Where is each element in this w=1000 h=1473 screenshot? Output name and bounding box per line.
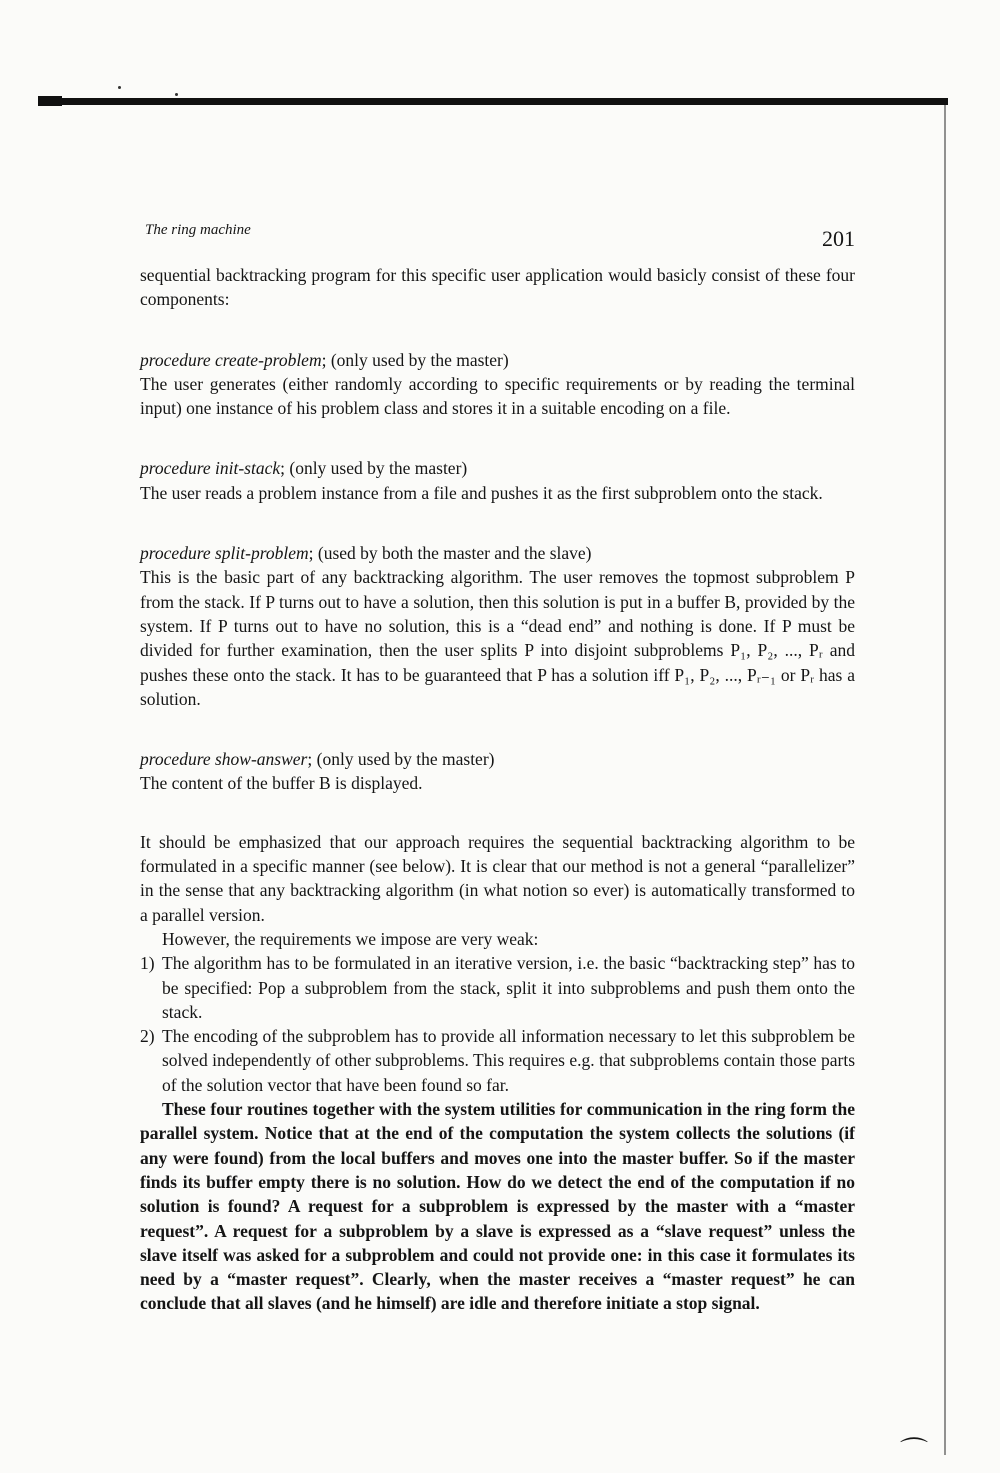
procedure-note: ; (only used by the master) <box>307 749 495 770</box>
procedure-name: create-problem <box>215 349 322 370</box>
right-page-edge <box>944 105 946 1455</box>
procedure-note: ; (only used by the master) <box>321 349 509 370</box>
procedure-note: ; (only used by the master) <box>280 458 468 479</box>
running-title: The ring machine <box>145 222 251 238</box>
procedure-heading <box>140 348 855 372</box>
procedure-body: The content of the buffer B is displayed. <box>140 773 423 794</box>
page-number: 201 <box>822 226 855 251</box>
list-number: 1) <box>140 953 155 974</box>
procedure-keyword: procedure <box>140 349 211 370</box>
list-number: 2) <box>140 1026 155 1047</box>
requirements-intro: However, the requirements we impose are very weak: <box>162 928 539 949</box>
procedure-heading <box>140 541 855 565</box>
scan-speck <box>118 86 121 89</box>
procedure-keyword: procedure <box>140 458 211 479</box>
list-item <box>140 951 855 1024</box>
procedure-show-answer <box>140 747 855 796</box>
scan-corner-mark: ⌒ <box>900 1437 929 1468</box>
procedure-keyword: procedure <box>140 749 211 770</box>
top-rule <box>38 98 948 105</box>
procedure-name: split-problem <box>215 543 309 564</box>
procedure-note: ; (used by both the master and the slave) <box>308 543 592 564</box>
procedure-split-problem <box>140 541 855 711</box>
page-body <box>140 263 855 1316</box>
list-text: The encoding of the subproblem has to provide all information necessary to let this subproblem be solved independently of other subproblems. This requires e.g. that subproblems contain those parts of the solution vector that have been found so far. <box>162 1026 855 1095</box>
list-item <box>140 1024 855 1097</box>
procedure-name: init-stack <box>215 458 281 479</box>
procedure-body: This is the basic part of any backtracking algorithm. The user removes the topmost subproblem P from the stack. If P turns out to have a solution, then this solution is put in a buffer B, provided by the system. If P turns out to have no solution, this is a “dead end” and nothing is done. If P must be divided for further examination, then the user splits P into disjoint subproblems P₁, P₂, ..., Pᵣ and pushes these onto the stack. It has to be guaranteed that P has a solution iff P₁, P₂, ..., Pᵣ₋₁ or Pᵣ has a solution. <box>140 567 855 709</box>
requirements-list <box>140 951 855 1097</box>
list-text: The algorithm has to be formulated in an iterative version, i.e. the basic “backtracking step” has to be specified: Pop a subproblem from the stack, split it into subproblems and push them onto the stack. <box>162 953 855 1022</box>
procedure-heading <box>140 747 855 771</box>
procedure-body: The user reads a problem instance from a file and pushes it as the first subproblem onto the stack. <box>140 482 823 503</box>
scan-speck <box>175 93 178 96</box>
procedure-create-problem <box>140 348 855 421</box>
intro-paragraph: sequential backtracking program for this specific user application would basicly consist of these four components: <box>140 265 855 310</box>
procedure-name: show-answer <box>215 749 308 770</box>
procedure-keyword: procedure <box>140 543 211 564</box>
procedure-init-stack <box>140 456 855 505</box>
page-header <box>145 222 855 254</box>
procedure-heading <box>140 456 855 480</box>
final-paragraph: These four routines together with the system utilities for communication in the ring form the parallel system. Notice that at the end of the computation the system collects the solutions (if any were found) from the local buffers and moves one into the master buffer. So if the master finds its buffer empty there is no solution. How do we detect the end of the computation if no solution is found? A request for a subproblem is expressed by the master with a “master request”. A request for a subproblem by a slave is expressed as a “slave request” unless the slave itself was asked for a subproblem and could not provide one: in this case it formulates its need by a “master request”. Clearly, when the master receives a “master request” he can conclude that all slaves (and he himself) are idle and therefore initiate a stop signal. <box>140 1099 855 1314</box>
procedure-body: The user generates (either randomly according to specific requirements or by reading the terminal input) one instance of his problem class and stores it in a suitable encoding on a file. <box>140 373 855 419</box>
emphasis-paragraph: It should be emphasized that our approach requires the sequential backtracking algorithm to be formulated in a specific manner (see below). It is clear that our method is not a general “parallelizer” in the sense that any backtracking algorithm (in what notion so ever) is automatically transformed to a parallel version. <box>140 831 855 925</box>
